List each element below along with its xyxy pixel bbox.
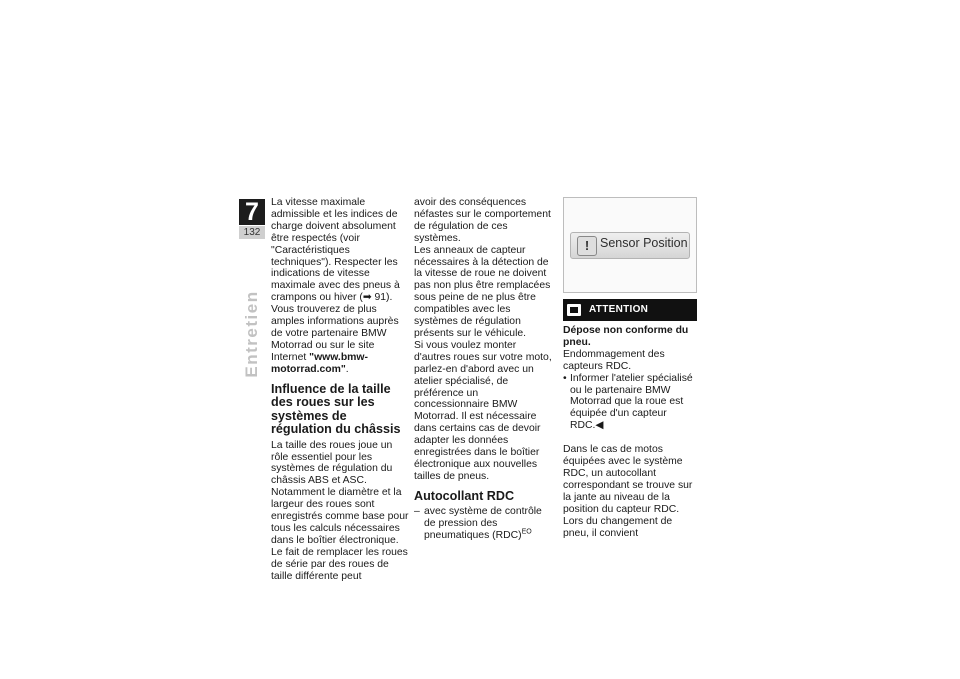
chapter-number: 7 [239, 199, 265, 225]
paragraph-consequences: avoir des conséquences néfastes sur le comportement de régulation de ces systèmes. [414, 197, 551, 244]
column-2 [414, 197, 552, 542]
list-item: • Informer l'atelier spécialisé ou le partenaire BMW Motorrad que la roue est équipée d'un capteur RDC.◀ [563, 373, 699, 433]
chapter-title: Entretien [242, 290, 261, 378]
exclamation-icon: ! [577, 236, 597, 256]
page-reference[interactable]: 91 [374, 292, 387, 304]
sensor-position-figure [563, 197, 697, 293]
sensor-position-sticker [570, 232, 690, 259]
website-link[interactable]: "www.bmw-motorrad.com" [271, 351, 368, 375]
paragraph-sensor-rings: Les anneaux de capteur nécessaires à la détection de la vitesse de roue ne doivent pas non plus être remplacées sous peine de ne plus être compatibles avec les systèmes de régulation présents sur le véhicule. [414, 244, 551, 339]
column-3 [563, 197, 699, 539]
paragraph-wheel-size: La taille des roues joue un rôle essentiel pour les systèmes de régulation du châssis ABS et ASC. Notamment le diamètre et la largeur des roues sont enregistrés comme base pour tous les calculs nécessaires dans le boîtier électronique. Le fait de remplacer les roues de série par des roues de taille différente peut [271, 439, 409, 582]
optional-equipment-mark: EO [521, 528, 532, 536]
heading-wheel-size: Influence de la taille des roues sur les systèmes de régulation du châssis [271, 381, 401, 437]
warning-title: Dépose non conforme du pneu. [563, 325, 689, 348]
heading-rdc-sticker: Autocollant RDC [414, 488, 515, 503]
paragraph-speed: La vitesse maximale admissible et les indices de charge doivent absolument être respectés (voir "Caractéristiques techniques"). Respecter les indications de vitesse maximale avec des pneus à crampons ou hiver (➡ 91). [271, 197, 400, 304]
equipment-list [414, 506, 552, 542]
page-number: 132 [239, 226, 265, 239]
paragraph-other-wheels: Si vous voulez monter d'autres roues sur votre moto, parlez-en d'abord avec un atelier spécialisé, de préférence un concessionnaire BMW Motorrad. Il est nécessaire dans certains cas de devoir adapter les données enregistrées dans le boîtier électronique aux nouvelles tailles de pneus. [414, 339, 552, 482]
end-mark-icon: ◀ [595, 420, 604, 432]
paragraph-info: Vous trouverez de plus amples informations auprès de votre partenaire BMW Motorrad ou sur le site Internet "www.bmw-motorrad.com". [271, 304, 399, 375]
attention-label: ATTENTION [589, 304, 649, 315]
paragraph-rdc-sticker: Dans le cas de motos équipées avec le système RDC, un autocollant correspondant se trouve sur la jante au niveau de la position du capteur RDC. Lors du changement de pneu, il convient [563, 444, 693, 539]
warning-text: Endommagement des capteurs RDC. [563, 348, 665, 372]
arrow-right-icon: ➡ [362, 292, 372, 304]
column-1 [271, 197, 409, 582]
warning-actions [563, 373, 699, 433]
attention-bar [563, 299, 697, 321]
list-item: – avec système de contrôle de pression des pneumatiques (RDC)$^{EO}$ [414, 506, 552, 542]
motorcycle-warning-icon [567, 304, 581, 316]
sticker-text: Sensor Position [600, 236, 688, 250]
